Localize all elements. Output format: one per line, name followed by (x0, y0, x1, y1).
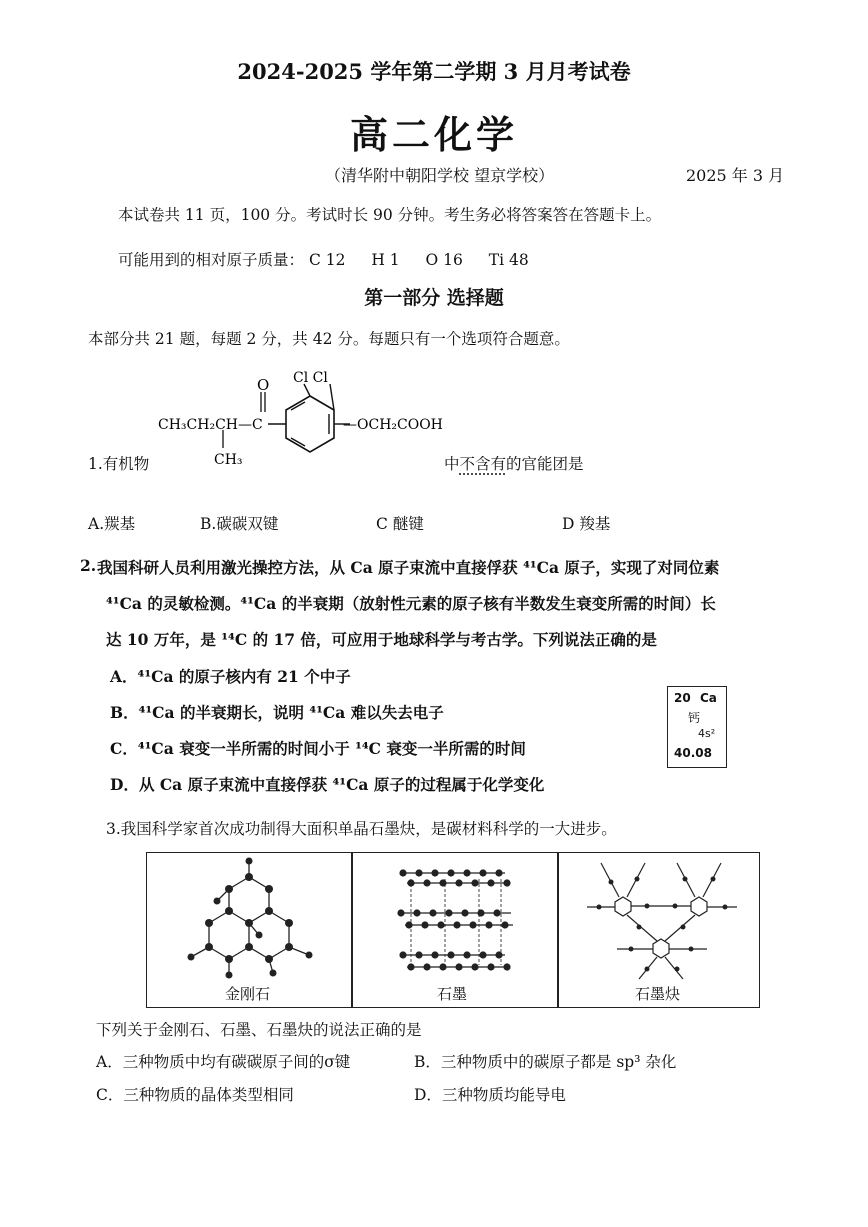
q3-stem: 3.我国科学家首次成功制得大面积单晶石墨炔，是碳材料科学的一大进步。 (106, 820, 617, 838)
diamond-structure-image (177, 855, 327, 983)
q1-option-d: D 羧基 (562, 515, 611, 533)
graphdiyne-structure-image (587, 857, 737, 981)
atomic-mass-h: H 1 (371, 251, 400, 269)
q2-stem-line3: 达 10 万年，是 ¹⁴C 的 17 倍，可应用于地球科学与考古学。下列说法正确的是 (106, 630, 657, 649)
exam-date: 2025 年 3 月 (686, 166, 785, 185)
graphite-structure-image (397, 859, 517, 979)
q2-option-b: B．⁴¹Ca 的半衰期长，说明 ⁴¹Ca 难以失去电子 (110, 703, 444, 722)
q3-option-b: B．三种物质中的碳原子都是 sp³ 杂化 (414, 1053, 677, 1071)
q1-emphasis: 不含有 (459, 455, 507, 473)
q2-stem-line1: 我国科研人员利用激光操控方法，从 Ca 原子束流中直接俘获 ⁴¹Ca 原子，实现了对同位素 (97, 558, 720, 577)
q3-option-c: C．三种物质的晶体类型相同 (96, 1086, 294, 1104)
school-name: （清华附中朝阳学校 望京学校） (325, 166, 555, 185)
q1-carbonyl-o: O (257, 376, 270, 394)
part1-title: 第一部分 选择题 (364, 287, 504, 309)
q1-suffix (444, 452, 584, 474)
q2-stem-line2: ⁴¹Ca 的灵敏检测。⁴¹Ca 的半衰期（放射性元素的原子核有半数发生衰变所需的时间）长 (106, 594, 716, 613)
atomic-mass-ti: Ti 48 (488, 251, 529, 269)
q1-option-b: B.碳碳双键 (200, 515, 279, 533)
atomic-mass-o: O 16 (425, 251, 463, 269)
q1-suffix-a: 中 (444, 455, 460, 473)
q1-option-c: C 醚键 (376, 515, 424, 533)
q1-chlorine-pair: Cl Cl (293, 370, 328, 386)
q3-option-d: D．三种物质均能导电 (414, 1086, 566, 1104)
element-symbol: Ca (700, 691, 717, 705)
element-config: 4s² (698, 727, 716, 740)
q3-figure-panel (146, 852, 760, 1008)
calcium-element-card (667, 686, 727, 768)
subject-title: 高二化学 (349, 112, 518, 157)
graphite-label: 石墨 (437, 985, 468, 1003)
q3-question: 下列关于金刚石、石墨、石墨炔的说法正确的是 (96, 1021, 422, 1039)
graphdiyne-label: 石墨炔 (635, 985, 681, 1003)
q1-structure-diagram (150, 360, 460, 472)
q1-prefix: 1.有机物 (88, 455, 150, 473)
exam-title: 2024-2025 学年第二学期 3 月月考试卷 (237, 59, 631, 84)
element-number: 20 (674, 691, 691, 705)
q2-option-d: D．从 Ca 原子束流中直接俘获 ⁴¹Ca 原子的过程属于化学变化 (110, 775, 545, 794)
atomic-masses-label: 可能用到的相对原子质量： (118, 251, 305, 269)
q1-option-a: A.羰基 (88, 515, 136, 533)
q2-option-c: C．⁴¹Ca 衰变一半所需的时间小于 ¹⁴C 衰变一半所需的时间 (110, 739, 526, 758)
q2-option-a: A．⁴¹Ca 的原子核内有 21 个中子 (110, 667, 351, 686)
diamond-label: 金刚石 (225, 985, 271, 1003)
part1-description: 本部分共 21 题，每题 2 分，共 42 分。每题只有一个选项符合题意。 (88, 330, 570, 348)
q1-left-chain: CH₃CH₂CH—C (158, 417, 263, 433)
atomic-mass-c: C 12 (308, 251, 346, 269)
q1-branch-methyl: CH₃ (214, 452, 243, 468)
atomic-masses (118, 248, 529, 270)
instructions-line: 本试卷共 11 页，100 分。考试时长 90 分钟。考生务必将答案答在答题卡上。 (118, 206, 662, 224)
q1-right-group: —OCH₂COOH (343, 417, 443, 433)
element-mass: 40.08 (674, 746, 712, 760)
q1-suffix-b: 的官能团是 (506, 455, 584, 473)
q3-option-a: A．三种物质中均有碳碳原子间的σ键 (96, 1053, 351, 1071)
q2-number: 2. (80, 556, 97, 575)
element-name: 钙 (688, 711, 701, 725)
